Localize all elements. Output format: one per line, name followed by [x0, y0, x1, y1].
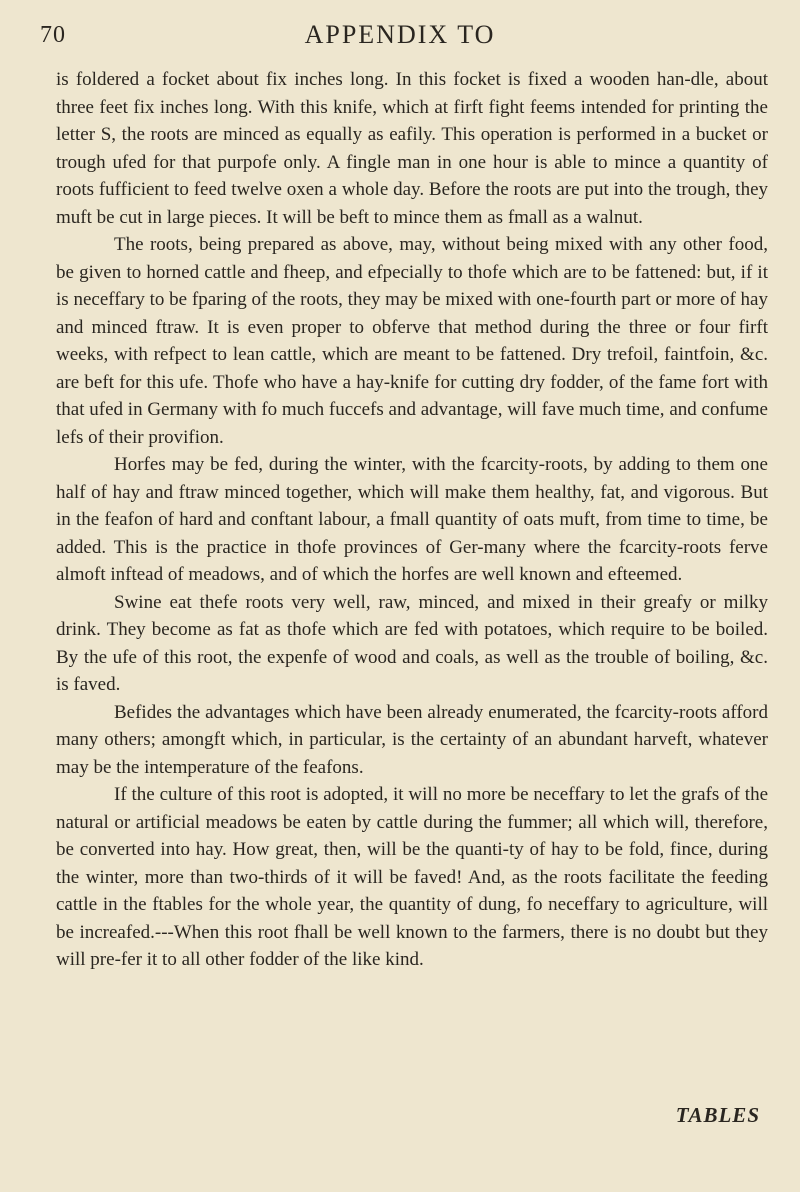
running-head: APPENDIX TO — [304, 20, 496, 49]
catchword: TABLES — [675, 1103, 760, 1127]
body-text — [56, 66, 768, 974]
paragraph-culture-adoption: If the culture of this root is adopted, it will no more be neceffary to let the grafs of the natural or artificial meadows be eaten by cattle during the fummer; all which will, therefore, be converted into hay. How great, then, will be the quanti-ty of hay to be fold, fince, during the winter, more than two-thirds of it will be faved! And, as the roots facilitate the feeding cattle in the ftables for the whole year, the quantity of dung, fo neceffary to agriculture, will be increafed.---When this root fhall be well known to the farmers, there is no doubt but they will pre-fer it to all other fodder of the like kind. — [56, 784, 768, 970]
paragraph-advantages: Befides the advantages which have been already enumerated, the fcarcity-roots afford many others; amongft which, in particular, is the certainty of an abundant harveft, whatever may be the intemperature of the feafons. — [56, 701, 768, 778]
page-number: 70 — [40, 22, 66, 48]
page-header — [40, 16, 760, 56]
paragraph-horses: Horfes may be fed, during the winter, with the fcarcity-roots, by adding to them one half of hay and ftraw minced together, which will make them healthy, fat, and vigorous. But in the feafon of hard and conftant labour, a fmall quantity of oats muft, from time to time, be added. This is the practice in thofe provinces of Ger-many where the fcarcity-roots ferve almoft inftead of meadows, and of which the horfes are well known and efteemed. — [56, 454, 768, 585]
paragraph-cattle-feeding: The roots, being prepared as above, may, without being mixed with any other food, be given to horned cattle and fheep, and efpecially to thofe which are to be fattened: but, if it is neceffary to be fparing of the roots, they may be mixed with one-fourth part or more of hay and minced ftraw. It is even proper to obferve that method during the three or four firft weeks, with refpect to lean cattle, which are meant to be fattened. Dry trefoil, faintfoin, &c. are beft for this ufe. Thofe who have a hay-knife for cutting dry fodder, of the fame fort with that ufed in Germany with fo much fuccefs and advantage, will fave much time, and confume lefs of their provifion. — [56, 234, 768, 448]
paragraph-knife-description: is foldered a focket about fix inches long. In this focket is fixed a wooden han-dle, about three feet fix inches long. With this knife, which at firft fight feems intended for printing the letter S, the roots are minced as equally as eafily. This operation is performed in a bucket or trough ufed for that purpofe only. A fingle man in one hour is able to mince a quantity of roots fufficient to feed twelve oxen a whole day. Before the roots are put into the trough, they muft be cut in large pieces. It will be beft to mince them as fmall as a walnut. — [56, 69, 768, 228]
paragraph-swine: Swine eat thefe roots very well, raw, minced, and mixed in their greafy or milky drink. They become as fat as thofe which are fed with potatoes, which require to be boiled. By the ufe of this root, the expenfe of wood and coals, as well as the trouble of boiling, &c. is faved. — [56, 591, 768, 695]
